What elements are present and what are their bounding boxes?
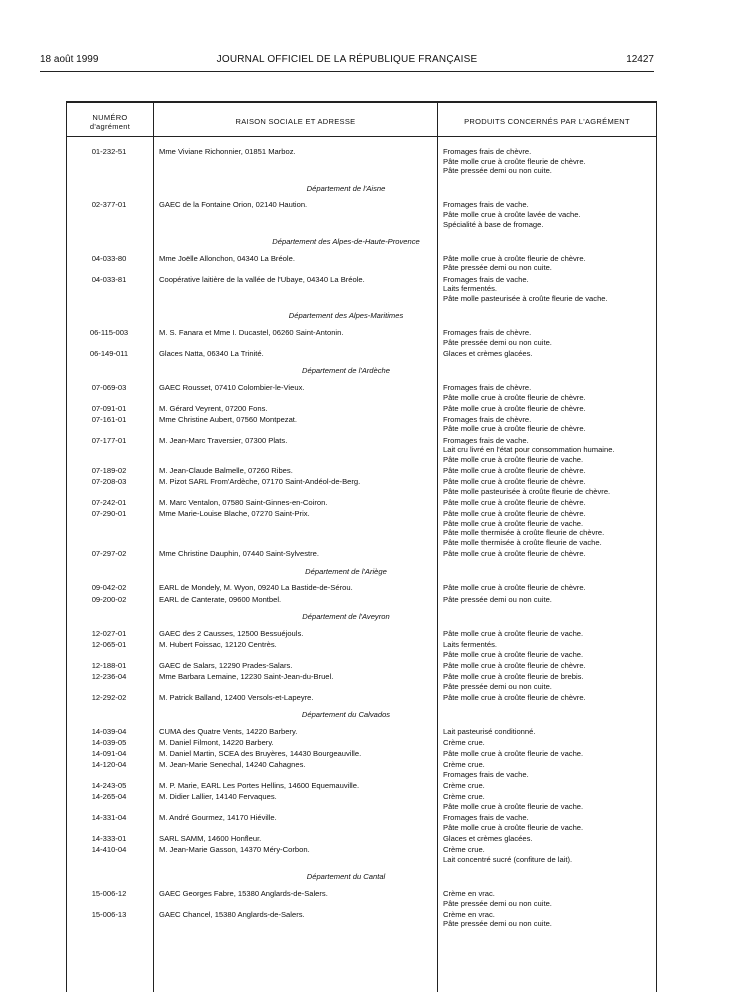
- produits-list: [443, 792, 653, 811]
- produits-list: [443, 910, 653, 929]
- produits-list: [443, 845, 653, 864]
- table-row: [66, 147, 655, 176]
- produit-line: Laits fermentés.: [443, 284, 498, 294]
- agrement-number: 04-033-80: [91, 253, 127, 263]
- produit-line: Pâte molle crue à croûte fleurie de vache.: [443, 628, 584, 638]
- produit-line: Fromages frais de vache.: [443, 435, 529, 445]
- produit-line: Glaces et crèmes glacées.: [443, 348, 533, 358]
- agrement-number: 07-290-01: [91, 509, 127, 519]
- produit-line: Fromages frais de vache.: [443, 770, 529, 780]
- table-row: [66, 640, 655, 659]
- produit-line: Pâte molle crue à croûte fleurie de vache.: [443, 802, 584, 812]
- raison-sociale: GAEC Georges Fabre, 15380 Anglards-de-Salers.: [159, 888, 328, 898]
- department-heading: [66, 612, 655, 622]
- produits-list: [443, 328, 653, 347]
- department-label: Département du Calvados: [301, 710, 391, 720]
- produits-list: [443, 760, 653, 779]
- raison-sociale: GAEC des 2 Causses, 12500 Bessuéjouls.: [159, 628, 304, 638]
- department-label: Département de l'Aveyron: [302, 612, 390, 622]
- agrement-number: 07-297-02: [91, 549, 127, 559]
- raison-sociale: EARL de Mondely, M. Wyon, 09240 La Bastide-de-Sérou.: [159, 583, 353, 593]
- produits-list: [443, 749, 653, 759]
- column-header-numero: [67, 113, 153, 131]
- table-row: [66, 583, 655, 593]
- produits-list: [443, 813, 653, 832]
- produit-line: Fromages frais de chèvre.: [443, 327, 532, 337]
- produit-line: Pâte molle crue à croûte fleurie de chèvre.: [443, 549, 586, 559]
- produits-list: [443, 595, 653, 605]
- column-header-raison: RAISON SOCIALE ET ADRESSE: [235, 117, 356, 126]
- column-header-numero-line2: d'agrément: [89, 122, 131, 131]
- raison-sociale: GAEC Chancel, 15380 Anglards-de-Salers.: [159, 909, 305, 919]
- table-body: [66, 147, 655, 931]
- agrement-number: 14-265-04: [91, 792, 127, 802]
- table-row: [66, 275, 655, 304]
- department-heading: [66, 872, 655, 882]
- agrement-number: 06-115-003: [89, 327, 129, 337]
- raison-sociale: M. Marc Ventalon, 07580 Saint-Ginnes-en-Coiron.: [159, 498, 328, 508]
- produits-list: [443, 640, 653, 659]
- department-heading: [66, 567, 655, 577]
- produits-list: [443, 672, 653, 691]
- table-row: [66, 404, 655, 414]
- column-header-numero-line1: NUMÉRO: [92, 113, 128, 122]
- raison-sociale: M. André Gourmez, 14170 Hiéville.: [159, 813, 277, 823]
- produits-list: [443, 254, 653, 273]
- produit-line: Pâte molle crue à croûte fleurie de chèvre.: [443, 509, 586, 519]
- produit-line: Fromages frais de vache.: [443, 200, 529, 210]
- produits-list: [443, 404, 653, 414]
- agrement-number: 04-033-81: [91, 274, 127, 284]
- agrement-number: 07-177-01: [91, 435, 127, 445]
- department-heading: [66, 710, 655, 720]
- produit-line: Pâte molle crue à croûte fleurie de chèvre.: [443, 660, 586, 670]
- agrement-number: 14-091-04: [91, 749, 127, 759]
- agrement-number: 14-243-05: [91, 781, 127, 791]
- table-row: [66, 328, 655, 347]
- table-row: [66, 436, 655, 465]
- produit-line: Pâte molle pasteurisée à croûte fleurie de chèvre.: [443, 486, 611, 496]
- produits-list: [443, 661, 653, 671]
- raison-sociale: GAEC de la Fontaine Orion, 02140 Haution.: [159, 200, 308, 210]
- agrement-number: 12-236-04: [91, 671, 127, 681]
- raison-sociale: M. Jean-Marie Senechal, 14240 Cahagnes.: [159, 760, 306, 770]
- produit-line: Lait concentré sucré (confiture de lait).: [443, 854, 573, 864]
- raison-sociale: GAEC Rousset, 07410 Colombier-le-Vieux.: [159, 382, 305, 392]
- table-row: [66, 498, 655, 508]
- header-date: 18 août 1999: [40, 54, 99, 65]
- produit-line: Spécialité à base de fromage.: [443, 219, 544, 229]
- table-row: [66, 727, 655, 737]
- department-heading: [66, 237, 655, 247]
- produits-list: [443, 583, 653, 593]
- table-row: [66, 509, 655, 547]
- produit-line: Laits fermentés.: [443, 639, 498, 649]
- produits-list: [443, 147, 653, 176]
- produit-line: Pâte molle crue à croûte fleurie de brebis.: [443, 671, 584, 681]
- raison-sociale: Mme Christine Aubert, 07560 Montpezat.: [159, 414, 298, 424]
- header-divider: [67, 136, 656, 137]
- table-row: [66, 834, 655, 844]
- produits-list: [443, 727, 653, 737]
- raison-sociale: CUMA des Quatre Vents, 14220 Barbery.: [159, 726, 298, 736]
- raison-sociale: EARL de Canterate, 09600 Montbel.: [159, 594, 282, 604]
- raison-sociale: Mme Barbara Lemaine, 12230 Saint-Jean-du-Bruel.: [159, 671, 334, 681]
- agrement-number: 07-091-01: [91, 403, 127, 413]
- agrement-number: 14-120-04: [91, 760, 127, 770]
- table-row: [66, 792, 655, 811]
- produit-line: Lait cru livré en l'état pour consommation humaine.: [443, 445, 615, 455]
- raison-sociale: Mme Marie-Louise Blache, 07270 Saint-Prix.: [159, 509, 310, 519]
- produit-line: Pâte molle crue à croûte fleurie de vache.: [443, 749, 584, 759]
- table-row: [66, 845, 655, 864]
- produits-list: [443, 436, 653, 465]
- agrement-number: 01-232-51: [91, 147, 127, 156]
- produit-line: Fromages frais de chèvre.: [443, 382, 532, 392]
- table-row: [66, 477, 655, 496]
- page-header: [40, 54, 654, 68]
- raison-sociale: M. Didier Lallier, 14140 Fervaques.: [159, 792, 277, 802]
- produits-list: [443, 349, 653, 359]
- produit-line: Pâte pressée demi ou non cuite.: [443, 898, 552, 908]
- produits-list: [443, 629, 653, 639]
- table-row: [66, 200, 655, 229]
- produit-line: Pâte molle crue à croûte lavée de vache.: [443, 209, 581, 219]
- raison-sociale: Mme Viviane Richonnier, 01851 Marboz.: [159, 147, 296, 156]
- produit-line: Pâte molle pasteurisée à croûte fleurie de vache.: [443, 293, 608, 303]
- produit-line: Pâte molle crue à croûte fleurie de chèvre.: [443, 403, 586, 413]
- produits-list: [443, 509, 653, 547]
- produit-line: Pâte pressée demi ou non cuite.: [443, 594, 552, 604]
- produits-list: [443, 498, 653, 508]
- table-row: [66, 889, 655, 908]
- table-row: [66, 466, 655, 476]
- produits-list: [443, 275, 653, 304]
- produit-line: Pâte molle crue à croûte fleurie de chèvre.: [443, 156, 586, 166]
- agrement-number: 14-410-04: [91, 845, 127, 855]
- produits-list: [443, 549, 653, 559]
- produit-line: Lait pasteurisé conditionné.: [443, 726, 536, 736]
- department-label: Département de l'Ariège: [305, 566, 387, 576]
- raison-sociale: M. Jean-Claude Balmelle, 07260 Ribes.: [159, 466, 293, 476]
- raison-sociale: M. Hubert Foissac, 12120 Centrès.: [159, 639, 277, 649]
- department-label: Département des Alpes-de-Haute-Provence: [272, 237, 420, 247]
- produit-line: Pâte molle thermisée à croûte fleurie de vache.: [443, 538, 602, 547]
- raison-sociale: SARL SAMM, 14600 Honfleur.: [159, 833, 262, 843]
- page-number: 12427: [626, 54, 654, 65]
- produit-line: Pâte molle crue à croûte fleurie de vache.: [443, 518, 584, 528]
- table-row: [66, 760, 655, 779]
- agrement-number: 07-189-02: [91, 466, 127, 476]
- produits-list: [443, 889, 653, 908]
- raison-sociale: M. Patrick Balland, 12400 Versols-et-Lapeyre.: [159, 692, 314, 702]
- department-heading: [66, 311, 655, 321]
- agrement-number: 14-039-04: [91, 726, 127, 736]
- produit-line: Crème crue.: [443, 760, 485, 770]
- produit-line: Crème en vrac.: [443, 909, 495, 919]
- department-label: Département de l'Ardèche: [302, 366, 390, 376]
- agrement-number: 15-006-12: [91, 888, 127, 898]
- produit-line: Pâte molle crue à croûte fleurie de vache.: [443, 822, 584, 832]
- produit-line: Pâte pressée demi ou non cuite.: [443, 166, 552, 176]
- produit-line: Pâte pressée demi ou non cuite.: [443, 337, 552, 347]
- agrement-number: 09-200-02: [91, 594, 127, 604]
- agrement-number: 12-188-01: [91, 660, 127, 670]
- table-row: [66, 910, 655, 929]
- raison-sociale: GAEC de Salars, 12290 Prades-Salars.: [159, 660, 293, 670]
- department-label: Département de l'Aisne: [306, 183, 386, 193]
- produit-line: Pâte molle crue à croûte fleurie de chèvre.: [443, 253, 586, 263]
- produit-line: Pâte pressée demi ou non cuite.: [443, 919, 552, 929]
- raison-sociale: M. S. Fanara et Mme I. Ducastel, 06260 Saint-Antonin.: [159, 327, 344, 337]
- raison-sociale: M. Gérard Veyrent, 07200 Fons.: [159, 403, 268, 413]
- produit-line: Fromages frais de vache.: [443, 274, 529, 284]
- produit-line: Pâte pressée demi ou non cuite.: [443, 681, 552, 691]
- agrement-number: 07-069-03: [91, 382, 127, 392]
- table-row: [66, 672, 655, 691]
- table-row: [66, 781, 655, 791]
- agrement-number: 12-292-02: [91, 692, 127, 702]
- raison-sociale: M. Daniel Martin, SCEA des Bruyères, 14430 Bourgeauville.: [159, 749, 362, 759]
- department-heading: [66, 184, 655, 194]
- produits-list: [443, 834, 653, 844]
- agrement-number: 02-377-01: [91, 200, 127, 210]
- produit-line: Pâte molle crue à croûte fleurie de vache.: [443, 649, 584, 659]
- table-row: [66, 813, 655, 832]
- table-row: [66, 693, 655, 703]
- produits-list: [443, 415, 653, 434]
- agrement-number: 14-039-05: [91, 738, 127, 748]
- agrement-number: 07-208-03: [91, 477, 127, 487]
- table-row: [66, 383, 655, 402]
- produit-line: Pâte molle crue à croûte fleurie de chèvre.: [443, 498, 586, 508]
- raison-sociale: Mme Joëlle Allonchon, 04340 La Bréole.: [159, 253, 295, 263]
- department-label: Département des Alpes-Maritimes: [288, 311, 404, 321]
- agrement-number: 15-006-13: [91, 909, 127, 919]
- produit-line: Fromages frais de vache.: [443, 813, 529, 823]
- produits-list: [443, 781, 653, 791]
- header-rule: [40, 71, 654, 72]
- table-row: [66, 738, 655, 748]
- produits-list: [443, 200, 653, 229]
- produit-line: Pâte molle crue à croûte fleurie de chèvre.: [443, 477, 586, 487]
- produit-line: Fromages frais de chèvre.: [443, 414, 532, 424]
- raison-sociale: M. Daniel Filmont, 14220 Barbery.: [159, 738, 274, 748]
- produits-list: [443, 693, 653, 703]
- produit-line: Crème crue.: [443, 781, 485, 791]
- produit-line: Pâte molle crue à croûte fleurie de chèvre.: [443, 583, 586, 593]
- department-heading: [66, 366, 655, 376]
- agrement-number: 12-027-01: [91, 628, 127, 638]
- produit-line: Glaces et crèmes glacées.: [443, 833, 533, 843]
- raison-sociale: M. Jean-Marie Gasson, 14370 Méry-Corbon.: [159, 845, 310, 855]
- table-row: [66, 661, 655, 671]
- raison-sociale: M. Jean-Marc Traversier, 07300 Plats.: [159, 435, 288, 445]
- produit-line: Pâte molle thermisée à croûte fleurie de chèvre.: [443, 528, 605, 538]
- produit-line: Pâte molle crue à croûte fleurie de chèvre.: [443, 692, 586, 702]
- produit-line: Pâte molle crue à croûte fleurie de chèvre.: [443, 392, 586, 402]
- produit-line: Crème crue.: [443, 738, 485, 748]
- raison-sociale: M. P. Marie, EARL Les Portes Hellins, 14600 Equemauville.: [159, 781, 360, 791]
- raison-sociale: Glaces Natta, 06340 La Trinité.: [159, 348, 264, 358]
- table-row: [66, 549, 655, 559]
- produit-line: Fromages frais de chèvre.: [443, 147, 532, 156]
- produit-line: Crème crue.: [443, 792, 485, 802]
- produit-line: Pâte pressée demi ou non cuite.: [443, 263, 552, 273]
- produit-line: Crème crue.: [443, 845, 485, 855]
- header-title: JOURNAL OFFICIEL DE LA RÉPUBLIQUE FRANÇAISE: [216, 54, 478, 65]
- raison-sociale: Mme Christine Dauphin, 07440 Saint-Sylvestre.: [159, 549, 319, 559]
- agrement-number: 14-333-01: [91, 833, 127, 843]
- table-row: [66, 349, 655, 359]
- agrement-number: 14-331-04: [91, 813, 127, 823]
- agrement-number: 09-042-02: [91, 583, 127, 593]
- agrement-number: 07-242-01: [91, 498, 127, 508]
- table-row: [66, 595, 655, 605]
- table-row: [66, 749, 655, 759]
- table-row: [66, 415, 655, 434]
- produits-list: [443, 466, 653, 476]
- table-row: [66, 629, 655, 639]
- agrement-number: 07-161-01: [91, 414, 127, 424]
- raison-sociale: Coopérative laitière de la vallée de l'Ubaye, 04340 La Bréole.: [159, 274, 365, 284]
- produit-line: Pâte molle crue à croûte fleurie de chèvre.: [443, 424, 586, 434]
- raison-sociale: M. Pizot SARL From'Ardèche, 07170 Saint-Andéol-de-Berg.: [159, 477, 361, 487]
- produits-list: [443, 738, 653, 748]
- department-label: Département du Cantal: [306, 872, 386, 882]
- produit-line: Crème en vrac.: [443, 888, 495, 898]
- produits-list: [443, 477, 653, 496]
- produit-line: Pâte molle crue à croûte fleurie de chèvre.: [443, 466, 586, 476]
- produit-line: Pâte molle crue à croûte fleurie de vache.: [443, 454, 584, 464]
- column-header-produits: PRODUITS CONCERNÉS PAR L'AGRÉMENT: [464, 117, 630, 126]
- table-row: [66, 254, 655, 273]
- agrement-number: 12-065-01: [91, 639, 127, 649]
- agrement-number: 06-149-011: [89, 348, 129, 358]
- produits-list: [443, 383, 653, 402]
